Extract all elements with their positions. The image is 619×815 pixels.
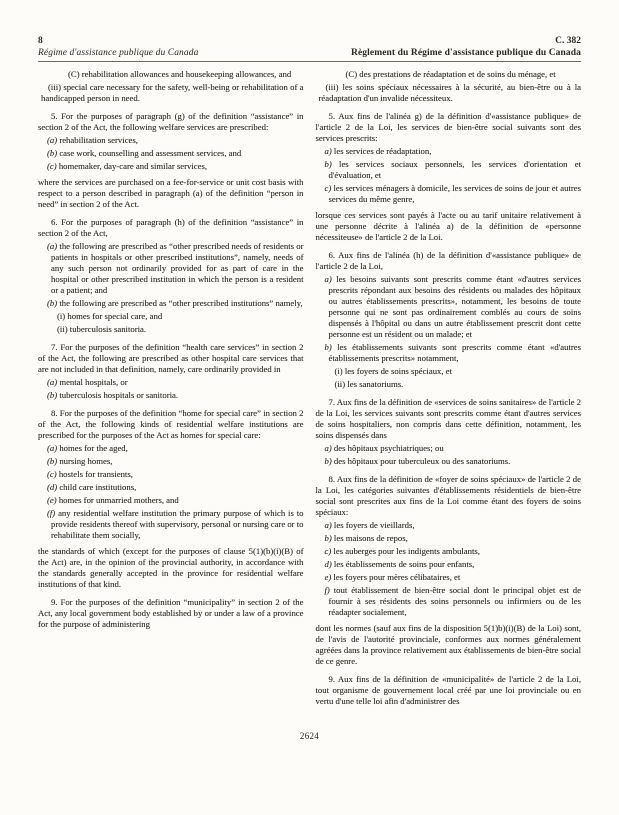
list-item: a) les foyers de vieillards, [324,520,415,530]
list-item: (d) child care institutions, [47,482,137,492]
item-marker: (ii) [57,324,68,334]
page-footer [0,731,619,741]
item-marker: (a) [47,377,58,387]
paragraph: 5. Aux fins de l'alinéa g) de la définition d'«assistance publique» de l'article 2 de la Loi, les services de bien-être social suivants sont des services prescrits: [315,111,581,143]
item-marker: (b) [47,298,58,308]
list-item: e) les foyers pour mères célibataires, et [324,572,461,582]
paragraph: dont les normes (sauf aux fins de la disposition 5(1)b)(i)(B) de la Loi) sont, de l'avis de l'autorité provinciale, conformes aux normes généralement agréées dans la province relativement aux établissements de bien-être social de ce genre. [315,623,581,666]
item-marker: c) [324,546,332,556]
paragraph: lorsque ces services sont payés à l'acte ou au tarif unitaire relativement à une personne décrite à l'alinéa a) de la définition de «personne nécessiteuse» de l'article 2 de la Loi. [315,210,581,242]
list-item: (b) tuberculosis hospitals or sanitoria. [47,390,179,400]
item-marker: a) [324,520,332,530]
list-item: (C) rehabilitation allowances and housekeeping allowances, and [68,69,292,79]
item-marker: d) [324,559,332,569]
list-item: c) les auberges pour les indigents ambulants, [324,546,480,556]
item-marker: (f) [47,508,56,518]
list-item: a) des hôpitaux psychiatriques; ou [324,443,444,453]
paragraph: 7. For the purposes of the definition “health care services” in section 2 of the Act, the following are prescribed as other hospital care services that are not included in that definition, namely, care ordinarily provided in [38,342,304,374]
folio-number: 8 [38,36,43,46]
list-item: (iii) special care necessary for the safety, well-being or rehabilitation of a handicapped person in need. [41,82,304,103]
list-item: (b) the following are prescribed as “other prescribed institutions” namely, [47,298,303,308]
paragraph: 8. For the purposes of the definition “home for special care” in section 2 of the Act, the following kinds of residential welfare institutions are prescribed for the purposes of the Act as homes for special care: [38,408,304,440]
list-item: b) les maisons de repos, [324,533,408,543]
list-item: (a) rehabilitation services, [47,135,138,145]
list-item: (b) nursing homes, [47,456,113,466]
item-marker: (C) [68,69,80,79]
paragraph: 6. Aux fins de l'alinéa (h) de la définition d'«assistance publique» de l'article 2 de la Loi, [315,250,581,271]
header-left [38,36,198,59]
item-marker: (d) [47,482,58,492]
item-marker: (C) [345,69,358,79]
item-marker: a) [324,443,332,453]
list-item: (ii) les sanatoriums. [334,379,404,389]
english-column [38,69,304,707]
item-marker: (b) [47,148,58,158]
item-marker: (a) [47,135,58,145]
item-marker: (i) [57,311,66,321]
page-number: 2624 [299,731,320,741]
item-marker: b) [324,159,332,169]
item-marker: (a) [47,443,58,453]
list-item: (i) les foyers de soins spéciaux, et [334,366,452,376]
item-marker: (ii) [334,379,346,389]
paragraph: the standards of which (except for the purposes of clause 5(1)(b)(i)(B) of the Act) are, in the opinion of the provincial authority, in accordance with the standards generally accepted in the province for residential welfare institutions of that kind. [38,546,304,589]
item-marker: b) [324,342,332,352]
list-item: (a) homes for the aged, [47,443,128,453]
paragraph: 5. For the purposes of paragraph (g) of the definition “assistance” in section 2 of the Act, the following welfare services are prescribed: [38,111,304,132]
paragraph: 9. Aux fins de la définition de «municipalité» de l'article 2 de la Loi, tout organisme de gouvernement local créé par une loi provinciale ou en vertu d'une telle loi afin d'administrer des [315,674,581,706]
paragraph: where the services are purchased on a fee-for-service or unit cost basis with respect to a person described in paragraph (a) of the definition “person in need” in section 2 of the Act. [38,177,304,209]
list-item: (a) mental hospitals, or [47,377,128,387]
item-marker: a) [324,274,332,284]
item-marker: (a) [47,241,58,251]
running-title-right: Règlement du Régime d'assistance publique du Canada [351,48,581,58]
item-marker: b) [324,456,332,466]
item-marker: e) [324,572,332,582]
list-item: a) les besoins suivants sont prescrits comme étant «d'autres services prescrits répondant aux besoins des résidents ou malades des hôpitaux ou autres établissements prescrits», notamment, les besoins de toute personne qui ne sont pas ordinairement comblés au cours de soins dispensés à l'hôpital ou dans un autre établissement prescrit dont cette personne est un résident ou un malade; et [324,274,581,339]
paragraph: 8. Aux fins de la définition de «foyer de soins spéciaux» de l'article 2 de la Loi, les catégories suivantes d'établissements résidentiels de bien-être social sont prescrites aux fins de la Loi comme étant des foyers de soins spéciaux: [315,474,581,517]
list-item: b) des hôpitaux pour tuberculeux ou des sanatoriums. [324,456,511,466]
item-marker: (iii) [325,82,339,92]
list-item: a) les services de réadaptation, [324,146,432,156]
item-marker: (b) [47,390,58,400]
list-item: (ii) tuberculosis sanitoria. [57,324,147,334]
item-marker: f) [324,585,330,595]
item-marker: (b) [47,456,58,466]
item-marker: a) [324,146,332,156]
list-item: (f) any residential welfare institution the primary purpose of which is to provide residents thereof with supervisory, personal or nursing care or to rehabilitate them socially, [47,508,304,540]
list-item: (e) homes for unmarried mothers, and [47,495,179,505]
item-marker: (iii) [48,82,62,92]
item-marker: (e) [47,495,57,505]
list-item: c) les services ménagers à domicile, les services de soins de jour et autres services du même genre, [324,183,581,204]
paragraph: 7. Aux fins de la définition de «services de soins sanitaires» de l'article 2 de la Loi, les services suivants sont prescrits comme étant d'autres services de soins hospitaliers, non compris dans cette définition, notamment, les soins dispensés dans [315,397,581,440]
two-column-body [38,69,581,707]
list-item: d) les établissements de soins pour enfants, [324,559,475,569]
list-item: (c) hostels for transients, [47,469,133,479]
list-item: (C) des prestations de réadaptation et de soins du ménage, et [345,69,556,79]
page-header [38,36,581,62]
list-item: (iii) les soins spéciaux nécessaires à la sécurité, au bien-être ou à la réadaptation d'un invalide nécessiteux. [318,82,581,103]
chapter-number: C. 382 [555,36,581,46]
list-item: b) les services sociaux personnels, les services d'orientation et d'évaluation, et [324,159,581,180]
list-item: (a) the following are prescribed as “other prescribed needs of residents or patients in hospitals or other prescribed institutions”, namely, needs of any such person not ordinarily provided for as part of care in the hospital or other prescribed institution in which the person is a resident or a patient; and [47,241,304,295]
list-item: (c) homemaker, day-care and similar services, [47,161,208,171]
french-column [316,69,582,707]
item-marker: (c) [47,469,57,479]
item-marker: (c) [47,161,57,171]
list-item: (b) case work, counselling and assessment services, and [47,148,242,158]
item-marker: c) [324,183,332,193]
header-right [351,36,581,59]
item-marker: (i) [334,366,343,376]
list-item: b) les établissements suivants sont prescrits comme étant «d'autres établissements prescrits» notamment, [324,342,581,363]
list-item: (i) homes for special care, and [57,311,163,321]
running-title-left: Régime d'assistance publique du Canada [38,48,199,58]
paragraph: 9. For the purposes of the definition “municipality” in section 2 of the Act, any local government body established by or under a law of a province for the purpose of administering [38,597,304,629]
item-marker: b) [324,533,332,543]
list-item: f) tout établissement de bien-être social dont le principal objet est de fournir à ses résidents des soins personnels ou infirmiers ou de les réadapter socialement, [324,585,581,617]
paragraph: 6. For the purposes of paragraph (h) of the definition “assistance” in section 2 of the Act, [38,217,304,238]
